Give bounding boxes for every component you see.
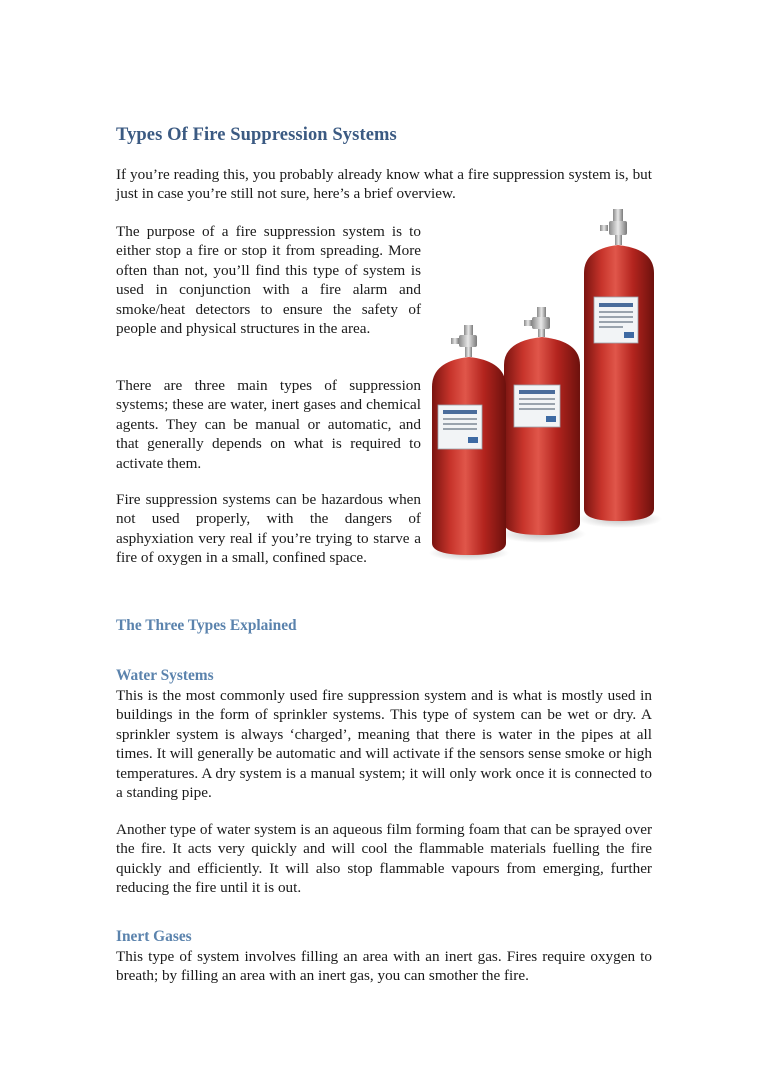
intro-paragraph: If you’re reading this, you probably already know what a fire suppression system is, but just in case you’re still not sure, here’s a brief overview.: [116, 166, 652, 203]
page-title: Types Of Fire Suppression Systems: [116, 125, 397, 145]
water-paragraph-1: This is the most commonly used fire suppression system and is what is mostly used in buildings in the form of sprinkler systems. This type of system can be wet or dry. A sprinkler system is always ‘charged’, meaning that there is water in the pipes at all times. It will generally be automatic and will activate if the sensors sense smoke or high temperatures. A dry system is a manual system; it will only work once it is connected to a standing pipe.: [116, 687, 652, 802]
types-paragraph: There are three main types of suppression systems; these are water, inert gases and chemical agents. They can be manual or automatic, and that generally depends on what is required to activate them.: [116, 377, 421, 472]
small-cylinder: [432, 325, 506, 555]
inert-gases-heading: Inert Gases: [116, 928, 192, 945]
water-systems-heading: Water Systems: [116, 667, 214, 684]
water-paragraph-2: Another type of water system is an aqueous film forming foam that can be sprayed over the fire. It acts very quickly and will cool the flammable materials fuelling the fire quickly and efficiently. It will also stop flammable vapours from emerging, further reducing the fire until it is out.: [116, 821, 652, 897]
medium-cylinder: [504, 307, 580, 535]
inert-paragraph-1: This type of system involves filling an area with an inert gas. Fires require oxygen to breath; by filling an area with an inert gas, you can smother the fire.: [116, 948, 652, 985]
fire-cylinders-image: [424, 209, 664, 567]
section-heading: The Three Types Explained: [116, 617, 297, 634]
purpose-paragraph: The purpose of a fire suppression system is to either stop a fire or stop it from spreading. More often than not, you’ll find this type of system is used in conjunction with a fire alarm and smoke/heat detectors to ensure the safety of people and physical structures in the area.: [116, 223, 421, 338]
hazard-paragraph: Fire suppression systems can be hazardous when not used properly, with the dangers of asphyxiation very real if you’re trying to starve a fire of oxygen in a small, confined space.: [116, 491, 421, 567]
large-cylinder: [584, 209, 654, 521]
